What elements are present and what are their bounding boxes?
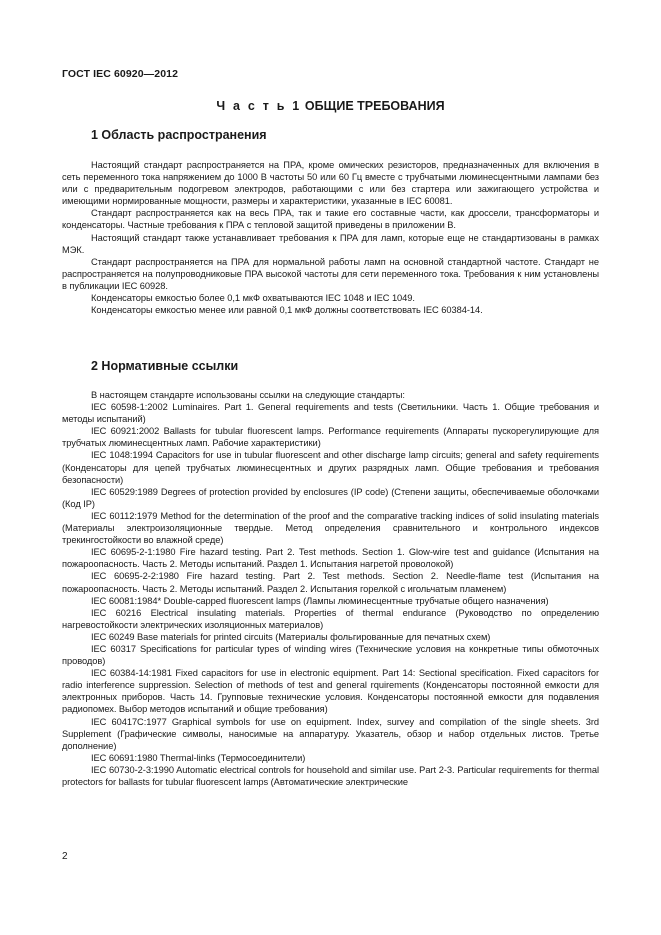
reference-item: IEC 60529:1989 Degrees of protection provided by enclosures (IP code) (Степени защиты, обеспечиваемые оболочками (Код IP) [62,486,599,509]
section-title: 2 Нормативные ссылки [91,359,239,373]
section-normative-references [62,359,599,788]
paragraph: В настоящем стандарте использованы ссылки на следующие стандарты: [91,390,405,400]
section-body [62,389,599,788]
section-title: 1 Область распространения [91,128,267,142]
paragraph: Конденсаторы емкостью более 0,1 мкФ охватываются IEC 1048 и IEC 1049. [91,293,415,304]
reference-item: IEC 60695-2-2:1980 Fire hazard testing. Part 2. Test methods. Section 2. Needle-flame test (Испытания на пожароопасность. Часть 2. Методы испытаний. Раздел 2. Испытания горелкой с игольчатым пламенем) [62,571,599,594]
reference-item: IEC 60921:2002 Ballasts for tubular fluorescent lamps. Performance requirements (Аппараты пускорегулирующие для трубчатых люминесцентных ламп. Рабочие характеристики) [62,426,599,449]
reference-item: IEC 60317 Specifications for particular types of winding wires (Технические условия на конкретные типы обмоточных проводов) [62,643,599,667]
reference-item: IEC 60249 Base materials for printed circuits (Материалы фольгированные для печатных схем) [91,631,491,642]
document-header: ГОСТ IEC 60920—2012 [62,68,179,80]
reference-item: IEC 60598-1:2002 Luminaires. Part 1. General requirements and tests (Светильники. Часть 1. Общие требования и методы испытаний) [62,402,599,425]
reference-item: IEC 60417C:1977 Graphical symbols for use on equipment. Index, survey and compilation of the single sheets. 3rd Supplement (Графические символы, наносимые на аппаратуру. Указатель, обзор и набор отдельных листов. Третье дополнение) [62,716,599,751]
reference-item: IEC 60081:1984* Double-capped fluorescent lamps (Лампы люминесцентные трубчатые общего назначения) [91,595,549,606]
paragraph: Настоящий стандарт также устанавливает требования к ПРА для ламп, которые еще не стандартизованы в рамках МЭК. [62,232,599,255]
paragraph: Конденсаторы емкостью менее или равной 0,1 мкФ должны соответствовать IEC 60384-14. [91,305,483,316]
paragraph: Стандарт распространяется как на весь ПРА, так и такие его составные части, как дроссели, трансформаторы и конденсаторы. Частные требования к ПРА с тепловой защитой приведены в приложении В. [62,208,599,231]
reference-item: IEC 60695-2-1:1980 Fire hazard testing. Part 2. Test methods. Section 1. Glow-wire test and guidance (Испытания на пожароопасность. Часть 2. Методы испытаний. Раздел 1. Испытания нагретой проволокой) [62,547,599,570]
section-body [62,159,599,316]
reference-item: IEC 1048:1994 Capacitors for use in tubular fluorescent and other discharge lamp circuits; general and safety requirements (Конденсаторы для цепей трубчатых люминесцентных и других разрядных ламп. Общие требования и требования безопасности) [62,450,599,485]
reference-item: IEC 60112:1979 Method for the determination of the proof and the comparative tracking indices of solid insulating materials (Материалы электроизоляционные твердые. Метод определения сравнительного и контрольного индексов трекингостойкости во влажной среде) [62,510,599,546]
reference-item: IEC 60730-2-3:1990 Automatic electrical controls for household and similar use. Part 2-3. Particular requirements for thermal protectors for ballasts for tubular fluorescent lamps (Автоматические электрические [62,764,599,787]
reference-item: IEC 60691:1980 Thermal-links (Термосоединители) [91,752,306,763]
part-title [0,99,661,113]
part-title-text: ОБЩИЕ ТРЕБОВАНИЯ [301,99,445,113]
paragraph: Стандарт распространяется на ПРА для нормальной работы ламп на основной стандартной частоте. Стандарт не распространяется на полупроводниковые ПРА высокой частоты для сети переменного тока. Требования к ним установлены в публикации IEC 60928. [62,256,599,291]
section-scope [62,128,599,316]
page-number: 2 [62,851,68,862]
reference-item: IEC 60384-14:1981 Fixed capacitors for use in electronic equipment. Part 14: Sectional specification. Fixed capacitors for radio interference suppression. Selection of methods of test and general rquirements (Конденсаторы постоянной емкости для электронных приборов. Часть 14. Групповые технические условия. Конденсаторы постоянной емкости для подавления радиопомех. Выбор методов испытаний и общие требования) [62,668,599,715]
reference-item: IEC 60216 Electrical insulating materials. Properties of thermal endurance (Руководство по определению нагревостойкости электрических изоляционных материалов) [62,607,599,630]
paragraph: Настоящий стандарт распространяется на ПРА, кроме омических резисторов, предназначенных для включения в сеть переменного тока напряжением до 1000 В частоты 50 или 60 Гц вместе с трубчатыми люминесцентными лампами без или с предварительным подогревом электродов, работающими с или без стартера или зажигающего устройства и имеющими нормированные мощности, размеры и характеристики, указанные в IEC 60081. [62,160,599,207]
part-title-prefix: Ч а с т ь 1 [216,99,302,113]
